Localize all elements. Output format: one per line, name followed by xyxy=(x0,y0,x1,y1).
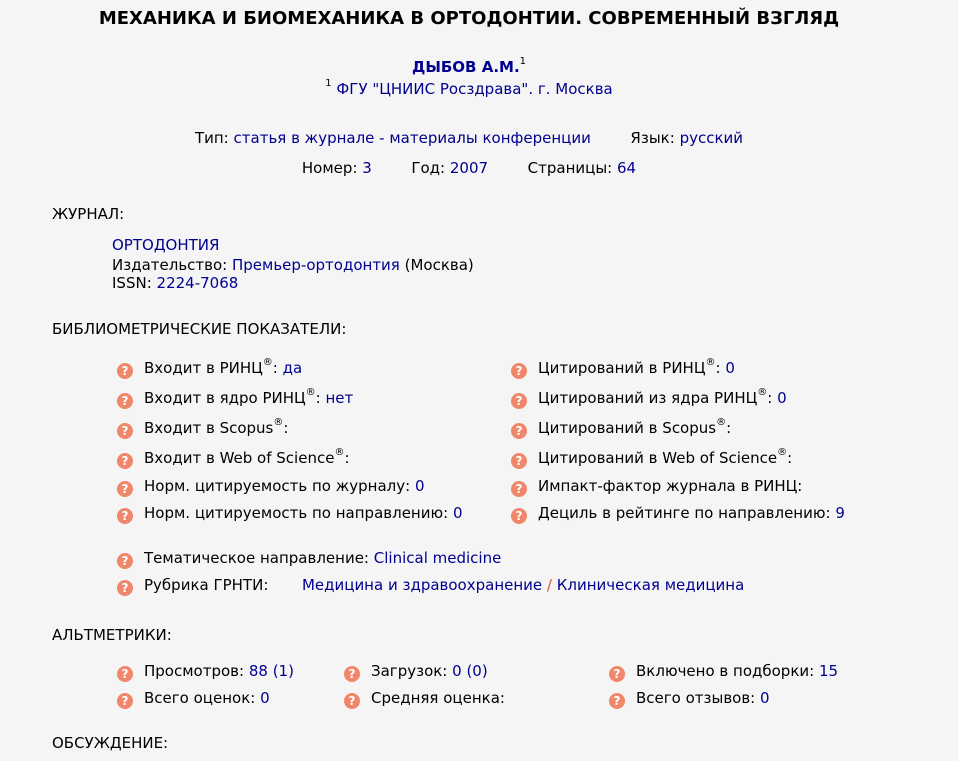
thematic-value[interactable]: Clinical medicine xyxy=(373,549,502,567)
ratings-value: 0 xyxy=(260,689,270,707)
avg-rating-label: Средняя оценка: xyxy=(371,689,505,707)
help-icon[interactable]: ? xyxy=(511,481,527,497)
pages-value: 64 xyxy=(617,159,637,177)
views-item xyxy=(117,662,294,682)
type-value[interactable]: статья в журнале - материалы конференции xyxy=(233,129,591,147)
help-icon[interactable]: ? xyxy=(344,666,360,682)
collections-label: Включено в подборки: xyxy=(636,662,815,680)
biblio-right-item xyxy=(511,477,802,497)
biblio-right-item xyxy=(511,359,735,379)
metric-colon: : xyxy=(787,449,793,467)
biblio-heading: БИБЛИОМЕТРИЧЕСКИЕ ПОКАЗАТЕЛИ: xyxy=(52,320,347,338)
registered-mark: ® xyxy=(273,417,284,428)
metric-label: Входит в ядро РИНЦ xyxy=(144,389,306,407)
metric-value[interactable]: нет xyxy=(325,389,354,407)
journal-name[interactable]: ОРТОДОНТИЯ xyxy=(112,236,220,254)
help-icon[interactable]: ? xyxy=(511,453,527,469)
reviews-item xyxy=(609,689,770,709)
grnti-row xyxy=(117,576,744,596)
grnti-label: Рубрика ГРНТИ: xyxy=(144,576,269,594)
publisher-city: (Москва) xyxy=(404,256,474,274)
metric-colon: : xyxy=(715,359,721,377)
biblio-left-item xyxy=(117,449,350,469)
help-icon[interactable]: ? xyxy=(117,453,133,469)
journal-heading: ЖУРНАЛ: xyxy=(52,205,125,223)
article-title: МЕХАНИКА И БИОМЕХАНИКА В ОРТОДОНТИИ. СОВРЕМЕННЫЙ ВЗГЛЯД xyxy=(98,8,840,29)
meta-type-row xyxy=(0,129,938,147)
reviews-label: Всего отзывов: xyxy=(636,689,756,707)
pages-label: Страницы: xyxy=(527,159,613,177)
downloads-item xyxy=(344,662,488,682)
publisher-line xyxy=(112,256,474,274)
biblio-right-item xyxy=(511,389,787,409)
metric-label: Импакт-фактор журнала в РИНЦ: xyxy=(538,477,803,495)
metric-value[interactable]: 0 xyxy=(414,477,425,495)
metric-label: Цитирований в Scopus xyxy=(538,419,717,437)
grnti-link-medicine[interactable]: Медицина и здравоохранение xyxy=(301,576,543,594)
help-icon[interactable]: ? xyxy=(117,481,133,497)
language-value[interactable]: русский xyxy=(679,129,744,147)
biblio-left-item xyxy=(117,504,462,524)
biblio-left-item xyxy=(117,359,302,379)
issn-label: ISSN: xyxy=(112,274,152,292)
year-value[interactable]: 2007 xyxy=(449,159,489,177)
affiliation-link[interactable]: ФГУ "ЦНИИС Росздрава". г. Москва xyxy=(336,80,613,98)
metric-value[interactable]: 0 xyxy=(452,504,463,522)
registered-mark: ® xyxy=(777,447,788,458)
help-icon[interactable]: ? xyxy=(511,423,527,439)
registered-mark: ® xyxy=(716,417,727,428)
ratings-item xyxy=(117,689,270,709)
ratings-label: Всего оценок: xyxy=(144,689,256,707)
collections-item xyxy=(609,662,838,682)
metric-value[interactable]: да xyxy=(282,359,303,377)
metric-label: Входит в Scopus xyxy=(144,419,274,437)
downloads-label: Загрузок: xyxy=(371,662,448,680)
reviews-value: 0 xyxy=(760,689,770,707)
metric-colon: : xyxy=(315,389,321,407)
help-icon[interactable]: ? xyxy=(511,508,527,524)
affiliation-sup: 1 xyxy=(325,78,332,89)
help-icon[interactable]: ? xyxy=(117,553,133,569)
publisher-link[interactable]: Премьер-ортодонтия xyxy=(232,256,400,274)
metric-colon: : xyxy=(344,449,350,467)
help-icon[interactable]: ? xyxy=(117,693,133,709)
publisher-label: Издательство: xyxy=(112,256,228,274)
metric-colon: : xyxy=(726,419,732,437)
views-value: 88 (1) xyxy=(248,662,294,680)
biblio-right-item xyxy=(511,504,845,524)
biblio-right-item xyxy=(511,419,731,439)
metric-value[interactable]: 0 xyxy=(777,389,787,407)
altmetrics-heading: АЛЬТМЕТРИКИ: xyxy=(52,626,172,644)
metric-label: Дециль в рейтинге по направлению: xyxy=(538,504,831,522)
metric-label: Цитирований из ядра РИНЦ xyxy=(538,389,758,407)
biblio-left-item xyxy=(117,477,425,497)
help-icon[interactable]: ? xyxy=(117,508,133,524)
grnti-link-clinical[interactable]: Клиническая медицина xyxy=(556,576,745,594)
metric-label: Входит в РИНЦ xyxy=(144,359,263,377)
help-icon[interactable]: ? xyxy=(609,693,625,709)
biblio-right-item xyxy=(511,449,792,469)
help-icon[interactable]: ? xyxy=(511,363,527,379)
registered-mark: ® xyxy=(757,387,768,398)
help-icon[interactable]: ? xyxy=(117,580,133,596)
metric-value[interactable]: 9 xyxy=(835,504,845,522)
help-icon[interactable]: ? xyxy=(117,363,133,379)
thematic-row xyxy=(117,549,501,569)
biblio-left-item xyxy=(117,389,353,409)
metric-label: Норм. цитируемость по журналу: xyxy=(144,477,411,495)
metric-value[interactable]: 0 xyxy=(725,359,735,377)
avg-rating-item xyxy=(344,689,505,709)
number-label: Номер: xyxy=(301,159,358,177)
downloads-value: 0 (0) xyxy=(452,662,488,680)
help-icon[interactable]: ? xyxy=(117,423,133,439)
metric-label: Норм. цитируемость по направлению: xyxy=(144,504,449,522)
thematic-label: Тематическое направление: xyxy=(144,549,369,567)
meta-issue-row xyxy=(0,159,938,177)
affiliation-line xyxy=(0,80,938,98)
grnti-separator: / xyxy=(546,576,552,594)
help-icon[interactable]: ? xyxy=(511,393,527,409)
author-sup: 1 xyxy=(519,56,527,67)
language-label: Язык: xyxy=(630,129,675,147)
registered-mark: ® xyxy=(334,447,345,458)
type-label: Тип: xyxy=(194,129,229,147)
issn-value[interactable]: 2224-7068 xyxy=(156,274,239,292)
author-name[interactable]: ДЫБОВ А.М. xyxy=(411,58,520,76)
registered-mark: ® xyxy=(305,387,316,398)
registered-mark: ® xyxy=(705,357,716,368)
help-icon[interactable]: ? xyxy=(344,693,360,709)
metric-colon: : xyxy=(283,419,289,437)
help-icon[interactable]: ? xyxy=(609,666,625,682)
metric-label: Входит в Web of Science xyxy=(144,449,335,467)
registered-mark: ® xyxy=(262,357,273,368)
help-icon[interactable]: ? xyxy=(117,393,133,409)
collections-value[interactable]: 15 xyxy=(818,662,839,680)
discussion-heading: ОБСУЖДЕНИЕ: xyxy=(52,734,169,752)
year-label: Год: xyxy=(411,159,446,177)
metric-label: Цитирований в Web of Science xyxy=(538,449,778,467)
issn-line xyxy=(112,274,238,292)
metric-colon: : xyxy=(272,359,278,377)
author-line xyxy=(0,58,938,76)
help-icon[interactable]: ? xyxy=(117,666,133,682)
metric-label: Цитирований в РИНЦ xyxy=(538,359,706,377)
metric-colon: : xyxy=(767,389,773,407)
views-label: Просмотров: xyxy=(144,662,245,680)
biblio-left-item xyxy=(117,419,288,439)
number-value[interactable]: 3 xyxy=(362,159,372,177)
